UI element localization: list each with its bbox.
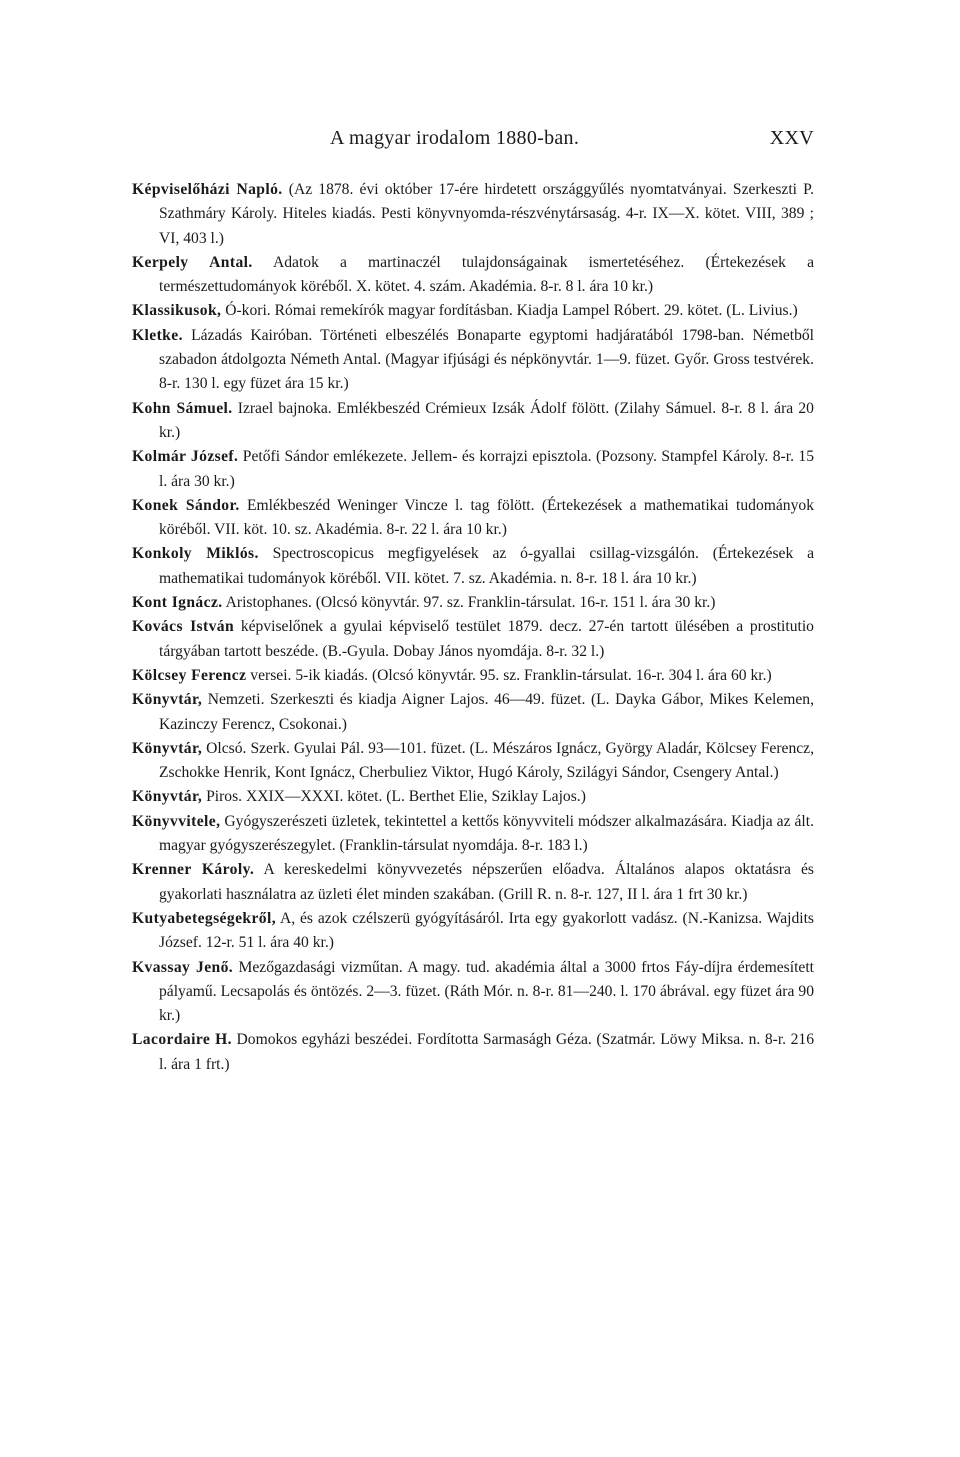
entry-text: Izrael bajnoka. Emlékbeszéd Crémieux Izsák Ádolf fölött. (Zilahy Sámuel. 8-r. 8 l. ára 20 kr.)	[159, 399, 814, 441]
entry-text: Emlékbeszéd Weninger Vincze l. tag fölött. (Értekezések a mathematikai tudományok köréből. VII. köt. 10. sz. Akadémia. 8-r. 22 l. ára 10 kr.)	[159, 496, 814, 539]
entry-text: Aristophanes. (Olcsó könyvtár. 97. sz. Franklin-társulat. 16-r. 151 l. ára 30 kr.)	[225, 594, 716, 612]
bibliography-entry	[132, 251, 814, 300]
entry-heading: Könyvtár,	[132, 739, 203, 757]
entry-text: versei. 5-ik kiadás. (Olcsó könyvtár. 95. sz. Franklin-társulat. 16-r. 304 l. ára 60 kr.)	[250, 666, 772, 684]
running-header	[330, 127, 814, 157]
entry-heading: Könyvtár,	[132, 788, 203, 806]
bibliography-entry	[132, 324, 814, 397]
bibliography-entry	[132, 907, 814, 956]
entry-text: Ó-kori. Római remekírók magyar fordításban. Kiadja Lampel Róbert. 29. kötet. (L. Livius.)	[225, 302, 798, 320]
entry-heading: Konkoly Miklós.	[132, 545, 259, 563]
bibliography-entry	[132, 494, 814, 543]
bibliography-entry	[132, 542, 814, 591]
entry-heading: Kutyabetegségekről,	[132, 909, 277, 927]
bibliography-entry	[132, 445, 814, 494]
entry-text: Domokos egyházi beszédei. Fordította Sarmaságh Géza. (Szatmár. Löwy Miksa. n. 8-r. 216 l. ára 1 frt.)	[159, 1031, 814, 1073]
entry-text: Gyógyszerészeti üzletek, tekintettel a kettős könyvviteli módszer alkalmazására. Kiadja az ált. magyar gyógyszerészegylet. (Franklin-társulat nyomdája. 8-r. 183 l.)	[159, 812, 814, 855]
page-number: XXV	[769, 127, 814, 149]
entry-text: Petőfi Sándor emlékezete. Jellem- és korrajzi episztola. (Pozsony. Stampfel Károly. 8-r. 15 l. ára 30 kr.)	[159, 448, 815, 490]
entry-text: Spectroscopicus megfigyelések az ó-gyallai csillag-vizsgálón. (Értekezések a mathematikai tudományok köréből. VII. kötet. 7. sz. Akadémia. n. 8-r. 18 l. ára 10 kr.)	[159, 545, 814, 587]
entry-heading: Kerpely Antal.	[132, 253, 253, 271]
bibliography-entry	[132, 178, 814, 251]
entry-heading: Kolmár József.	[132, 448, 239, 466]
entry-text: Lázadás Kairóban. Történeti elbeszélés Bonaparte egyptomi hadjáratából 1798-ban. Németből szabadon átdolgozta Németh Antal. (Magyar ifjúsági és népkönyvtár. 1—9. füzet. Győr. Gross testvérek. 8-r. 130 l. egy füzet ára 15 kr.)	[159, 326, 814, 393]
entry-heading: Könyvtár,	[132, 691, 203, 709]
bibliography-list	[132, 178, 814, 1077]
bibliography-entry	[132, 591, 814, 615]
entry-text: (Az 1878. évi október 17-ére hirdetett országgyűlés nyomtatványai. Szerkeszti P. Szathmáry Károly. Hiteles kiadás. Pesti könyvnyomda-részvénytársaság. 4-r. IX—X. kötet. VIII, 389 ; VI, 403 l.)	[159, 181, 814, 247]
entry-text: Nemzeti. Szerkeszti és kiadja Aigner Lajos. 46—49. füzet. (L. Dayka Gábor, Mikes Kelemen, Kazinczy Ferencz, Csokonai.)	[159, 691, 814, 733]
entry-text: Mezőgazdasági vizműtan. A magy. tud. akadémia által a 3000 frtos Fáy-díjra érdemesített pályamű. Lecsapolás és öntözés. 2—3. füzet. (Ráth Mór. n. 8-r. 81—240. l. 170 ábrával. egy füzet ára 90 kr.)	[159, 958, 814, 1025]
entry-text: Olcsó. Szerk. Gyulai Pál. 93—101. füzet. (L. Mészáros Ignácz, György Aladár, Kölcsey Ferencz, Zschokke Henrik, Kont Ignácz, Cherbuliez Viktor, Hugó Károly, Szilágyi Sándor, Csengery Antal.)	[159, 739, 814, 782]
entry-heading: Lacordaire H.	[132, 1031, 232, 1049]
entry-text: A kereskedelmi könyvvezetés népszerűen előadva. Általános alapos oktatásra és gyakorlati használatra az üzleti élet minden szakában. (Grill R. n. 8-r. 127, II l. ára 1 frt 30 kr.)	[159, 861, 814, 903]
entry-heading: Klassikusok,	[132, 302, 222, 320]
entry-heading: Kletke.	[132, 326, 183, 344]
bibliography-entry	[132, 810, 814, 859]
entry-heading: Könyvvitele,	[132, 812, 221, 830]
entry-text: Adatok a martinaczél tulajdonságainak ismertetéséhez. (Értekezések a természettudományok köréből. X. kötet. 4. szám. Akadémia. 8-r. 8 l. ára 10 kr.)	[159, 253, 814, 296]
entry-text: A, és azok czélszerü gyógyításáról. Irta egy gyakorlott vadász. (N.-Kanizsa. Wajdits József. 12-r. 51 l. ára 40 kr.)	[159, 909, 814, 952]
entry-heading: Kovács István	[132, 618, 235, 636]
bibliography-entry	[132, 737, 814, 786]
bibliography-entry	[132, 956, 814, 1029]
entry-heading: Krenner Károly.	[132, 861, 255, 879]
entry-heading: Konek Sándor.	[132, 496, 240, 514]
entry-text: képviselőnek a gyulai képviselő testület 1879. decz. 27-én tartott ülésében a prostitutio tárgyában tartott beszéde. (B.-Gyula. Dobay János nyomdája. 8-r. 32 l.)	[159, 618, 814, 660]
bibliography-entry	[132, 1028, 814, 1077]
bibliography-entry	[132, 688, 814, 737]
bibliography-entry	[132, 615, 814, 664]
entry-heading: Kohn Sámuel.	[132, 399, 233, 417]
bibliography-entry	[132, 664, 814, 688]
bibliography-entry	[132, 858, 814, 907]
bibliography-entry	[132, 397, 814, 446]
page-title: A magyar irodalom 1880-ban.	[330, 127, 580, 149]
bibliography-entry	[132, 785, 814, 809]
entry-heading: Kont Ignácz.	[132, 594, 223, 612]
entry-heading: Kölcsey Ferencz	[132, 666, 247, 684]
entry-text: Piros. XXIX—XXXI. kötet. (L. Berthet Elie, Sziklay Lajos.)	[206, 788, 586, 806]
entry-heading: Képviselőházi Napló.	[132, 181, 283, 198]
entry-heading: Kvassay Jenő.	[132, 958, 234, 976]
bibliography-entry	[132, 299, 814, 323]
